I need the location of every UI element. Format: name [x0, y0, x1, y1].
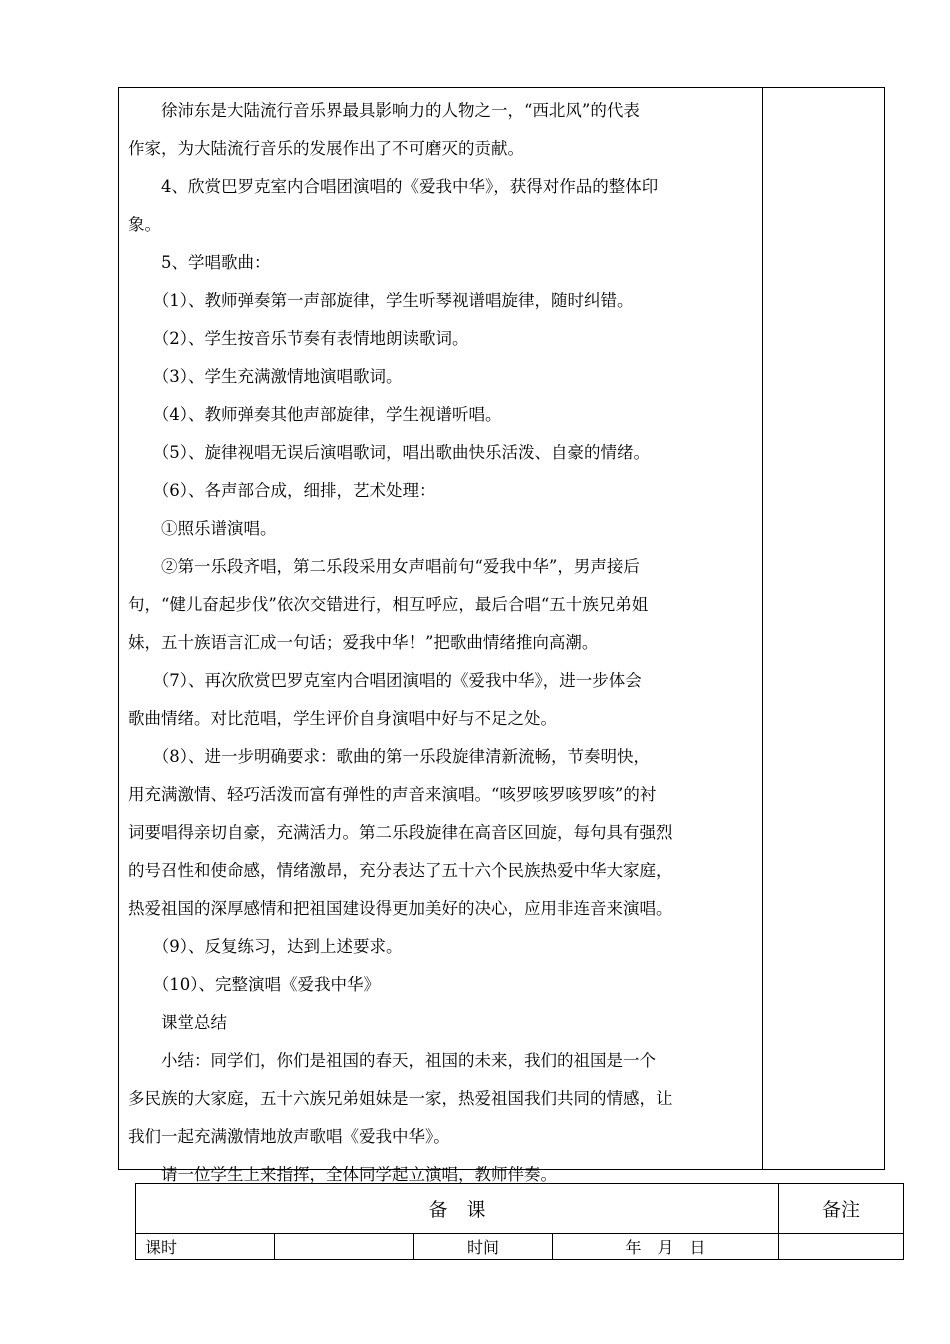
- text-line: 我们一起充满激情地放声歌唱《爱我中华》。: [128, 1127, 450, 1146]
- text-line: （4）、教师弹奏其他声部旋律，学生视谱听唱。: [128, 405, 502, 424]
- text-line: ②第一乐段齐唱，第二乐段采用女声唱前句“爱我中华”，男声接后: [128, 557, 640, 576]
- period-label: 课时: [136, 1234, 275, 1260]
- text-line: 徐沛东是大陆流行音乐界最具影响力的人物之一，“西北风”的代表: [128, 101, 640, 120]
- text-line: （1）、教师弹奏第一声部旋律，学生听琴视谱唱旋律，随时纠错。: [128, 291, 634, 310]
- text-line: （9）、反复练习，达到上述要求。: [128, 937, 403, 956]
- text-line: 用充满激情、轻巧活泼而富有弹性的声音来演唱。“咳罗咳罗咳罗咳”的衬: [128, 785, 657, 804]
- text-line: （6）、各声部合成，细排，艺术处理：: [128, 481, 436, 500]
- text-line: 课堂总结: [128, 1013, 227, 1032]
- lesson-body-text: [128, 92, 768, 1194]
- text-line: （8）、进一步明确要求：歌曲的第一乐段旋律清新流畅，节奏明快，: [128, 747, 650, 766]
- text-line: 歌曲情绪。对比范唱，学生评价自身演唱中好与不足之处。: [128, 709, 557, 728]
- text-line: 词要唱得亲切自豪，充满活力。第二乐段旋律在高音区回旋，每句具有强烈: [128, 823, 673, 842]
- text-line: 4、欣赏巴罗克室内合唱团演唱的《爱我中华》，获得对作品的整体印: [128, 177, 659, 196]
- text-line: （7）、再次欣赏巴罗克室内合唱团演唱的《爱我中华》，进一步体会: [128, 671, 642, 690]
- text-line: 小结：同学们，你们是祖国的春天，祖国的未来，我们的祖国是一个: [128, 1051, 656, 1070]
- time-label: 时间: [414, 1234, 553, 1260]
- text-line: 多民族的大家庭，五十六族兄弟姐妹是一家，热爱祖国我们共同的情感，让: [128, 1089, 673, 1108]
- text-line: （2）、学生按音乐节奏有表情地朗读歌词。: [128, 329, 469, 348]
- text-line: 请一位学生上来指挥，全体同学起立演唱，教师伴奏。: [128, 1165, 557, 1184]
- text-line: 句，“健儿奋起步伐”依次交错进行，相互呼应，最后合唱“五十族兄弟姐: [128, 595, 649, 614]
- text-line: 象。: [128, 215, 161, 234]
- lesson-prep-table: [135, 1183, 904, 1260]
- period-value-cell[interactable]: [275, 1234, 414, 1260]
- text-line: 5、学唱歌曲：: [128, 253, 271, 272]
- text-line: （3）、学生充满激情地演唱歌词。: [128, 367, 403, 386]
- text-line: （10）、完整演唱《爱我中华》: [128, 975, 380, 994]
- date-field[interactable]: 年 月 日: [553, 1234, 779, 1260]
- text-line: 的号召性和使命感，情绪激昂，充分表达了五十六个民族热爱中华大家庭，: [128, 861, 673, 880]
- notes-cell[interactable]: [779, 1234, 904, 1260]
- text-line: 热爱祖国的深厚感情和把祖国建设得更加美好的决心，应用非连音来演唱。: [128, 899, 673, 918]
- text-line: ①照乐谱演唱。: [128, 519, 277, 538]
- notes-header: 备注: [779, 1184, 904, 1234]
- text-line: （5）、旋律视唱无误后演唱歌词，唱出歌曲快乐活泼、自豪的情绪。: [128, 443, 650, 462]
- prep-header: 备 课: [136, 1184, 779, 1234]
- text-line: 妹，五十族语言汇成一句话；爱我中华！”把歌曲情绪推向高潮。: [128, 633, 599, 652]
- text-line: 作家，为大陆流行音乐的发展作出了不可磨灭的贡献。: [128, 139, 524, 158]
